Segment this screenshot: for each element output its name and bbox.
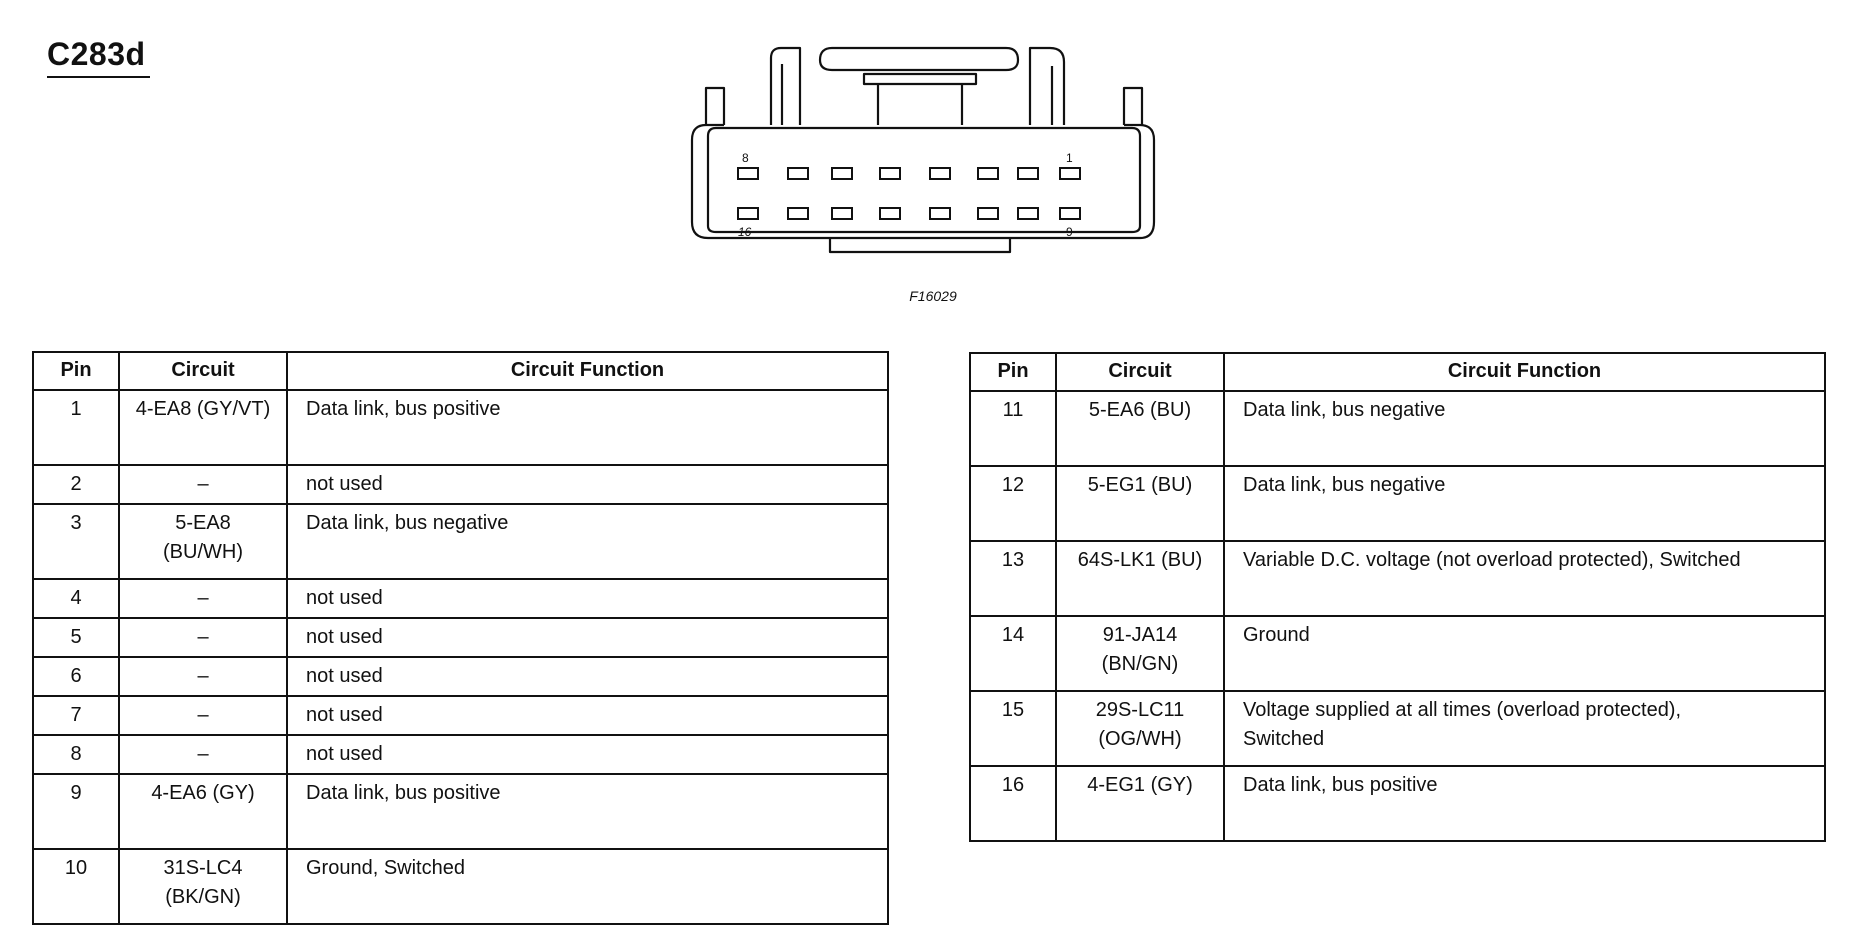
circuit-cell: – [119,465,287,504]
pin-label-1: 1 [1066,151,1073,165]
pin-cell: 12 [970,466,1056,541]
pin-cell: 14 [970,616,1056,691]
circuit-function-cell: Data link, bus negative [1224,391,1825,466]
circuit-cell: – [119,657,287,696]
table-row [33,618,888,657]
circuit-function-cell: Ground, Switched [287,849,888,924]
left-latch-outline [706,88,724,125]
pin-cell: 2 [33,465,119,504]
connector-body-outline [692,125,1154,238]
circuit-cell: 4-EA6 (GY) [119,774,287,849]
circuit-function-cell: Ground [1224,616,1825,691]
circuit-cell: 5-EA6 (BU) [1056,391,1224,466]
circuit-function-cell: not used [287,657,888,696]
header-circuit-function: Circuit Function [287,352,888,390]
circuit-cell: – [119,579,287,618]
right-tower-outline [1030,48,1064,125]
header-pin: Pin [970,353,1056,391]
table-row [33,774,888,849]
circuit-function-cell: not used [287,618,888,657]
circuit-cell: – [119,618,287,657]
table-row [970,541,1825,616]
table-row [970,766,1825,841]
pin-cell: 8 [33,735,119,774]
circuit-function-cell: Data link, bus positive [287,774,888,849]
circuit-cell: 31S-LC4 (BK/GN) [119,849,287,924]
pin-cell: 13 [970,541,1056,616]
circuit-cell: 91-JA14 (BN/GN) [1056,616,1224,691]
header-circuit: Circuit [1056,353,1224,391]
table-row [970,691,1825,766]
left-tower-outline [771,48,800,125]
circuit-function-cell: Variable D.C. voltage (not overload protected), Switched [1224,541,1825,616]
bottom-key [830,238,1010,252]
table-header-row [970,353,1825,391]
circuit-function-cell: not used [287,579,888,618]
header-pin: Pin [33,352,119,390]
circuit-function-cell: Data link, bus negative [287,504,888,579]
circuit-cell: 4-EA8 (GY/VT) [119,390,287,465]
circuit-cell: 5-EA8 (BU/WH) [119,504,287,579]
circuit-function-cell: Data link, bus positive [1224,766,1825,841]
circuit-cell: 64S-LK1 (BU) [1056,541,1224,616]
pin-cell: 10 [33,849,119,924]
right-latch-outline [1124,88,1142,125]
pin-table-left [32,351,889,925]
circuit-function-cell: Data link, bus negative [1224,466,1825,541]
pin-cell: 7 [33,696,119,735]
pin-cell: 15 [970,691,1056,766]
circuit-cell: 29S-LC11 (OG/WH) [1056,691,1224,766]
table-row [33,579,888,618]
circuit-function-cell: not used [287,735,888,774]
header-circuit-function: Circuit Function [1224,353,1825,391]
table-row [33,390,888,465]
table-row [33,504,888,579]
table-row [33,735,888,774]
pin-cell: 1 [33,390,119,465]
circuit-cell: 5-EG1 (BU) [1056,466,1224,541]
pin-table-right [969,352,1826,842]
circuit-function-cell: Data link, bus positive [287,390,888,465]
table-header-row [33,352,888,390]
connector-title: C283d [47,36,146,72]
table-row [970,616,1825,691]
pin-cell: 5 [33,618,119,657]
table-row [33,696,888,735]
circuit-function-cell: not used [287,465,888,504]
circuit-cell: – [119,735,287,774]
table-row [970,466,1825,541]
circuit-cell: – [119,696,287,735]
table-row [970,391,1825,466]
pin-cell: 6 [33,657,119,696]
pin-label-8: 8 [742,151,749,165]
pin-cell: 3 [33,504,119,579]
circuit-function-cell: Voltage supplied at all times (overload protected), Switched [1224,691,1825,766]
pin-cell: 4 [33,579,119,618]
header-circuit: Circuit [119,352,287,390]
figure-code: F16029 [909,288,957,304]
pin-label-16: 16 [738,225,752,239]
connector-face-diagram [680,40,1160,275]
table-row [33,657,888,696]
title-underline [47,76,150,78]
center-hood-outline [820,48,1018,70]
pin-label-9: 9 [1066,225,1073,239]
pin-cell: 11 [970,391,1056,466]
circuit-cell: 4-EG1 (GY) [1056,766,1224,841]
circuit-function-cell: not used [287,696,888,735]
pin-cell: 9 [33,774,119,849]
table-row [33,465,888,504]
center-latch [864,74,976,84]
table-row [33,849,888,924]
pin-cell: 16 [970,766,1056,841]
pin-cavities [738,168,1080,219]
